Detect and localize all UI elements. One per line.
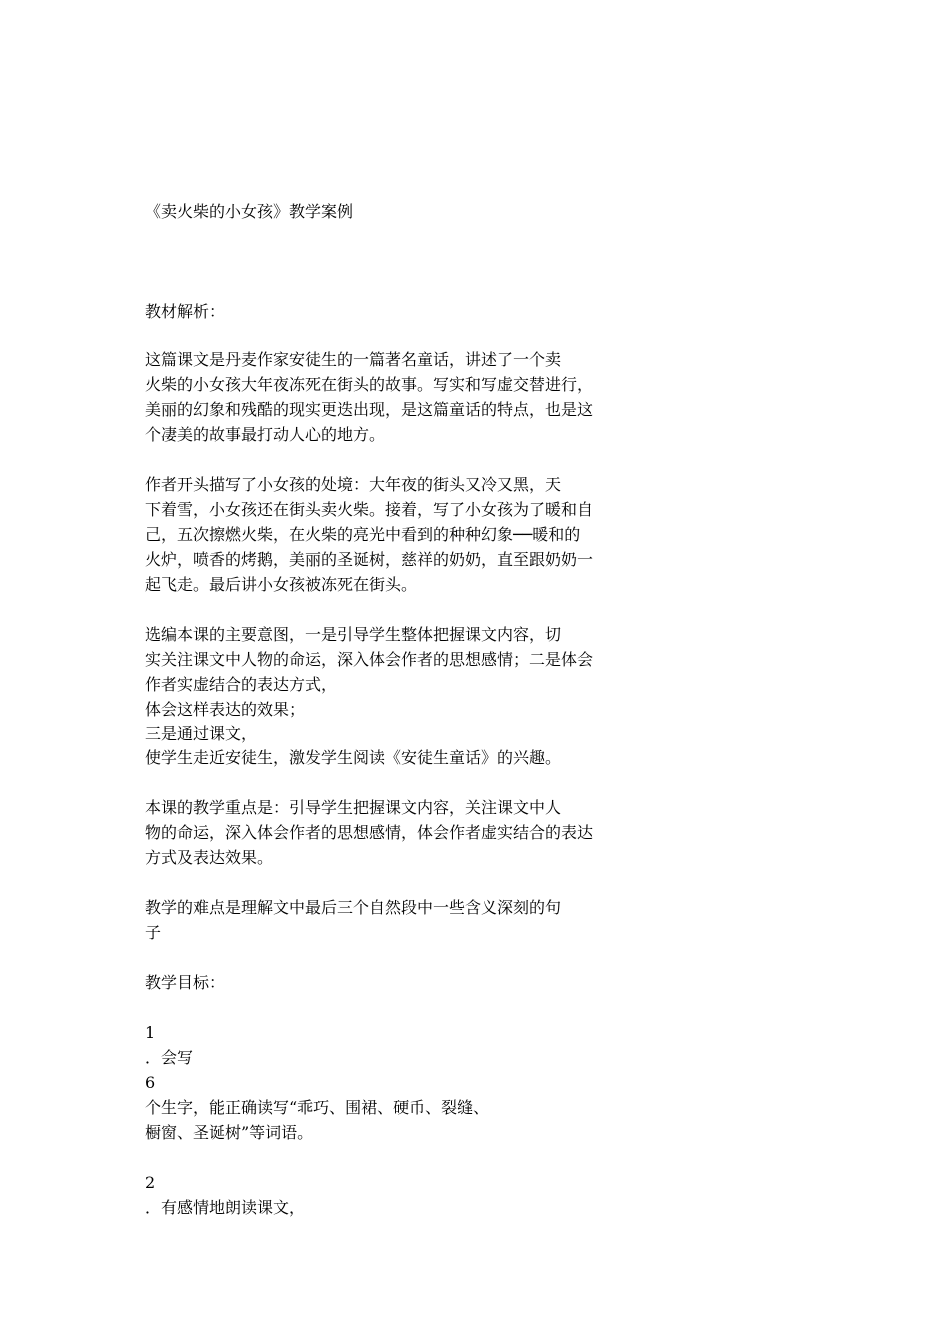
section-heading-materials: 教材解析： (145, 302, 226, 321)
list-number: 2 (145, 1173, 156, 1192)
list-item-text: ．会写 (145, 1048, 194, 1067)
paragraph-line: 下着雪，小女孩还在街头卖火柴。接着，写了小女孩为了暖和自 (145, 500, 594, 519)
paragraph-line: 作者实虚结合的表达方式， (145, 675, 338, 694)
paragraph-line: 教学的难点是理解文中最后三个自然段中一些含义深刻的句 (145, 898, 562, 917)
paragraph-line: 火炉，喷香的烤鹅，美丽的圣诞树，慈祥的奶奶，直至跟奶奶一 (145, 550, 594, 569)
section-heading-objectives: 教学目标： (145, 973, 226, 992)
paragraph-line: 使学生走近安徒生，激发学生阅读《安徒生童话》的兴趣。 (145, 748, 562, 767)
list-item-text: 6 (145, 1073, 156, 1092)
paragraph-line: 起飞走。最后讲小女孩被冻死在街头。 (145, 575, 418, 594)
document-title: 《卖火柴的小女孩》教学案例 (145, 202, 354, 221)
paragraph-line: 这篇课文是丹麦作家安徒生的一篇著名童话，讲述了一个卖 (145, 350, 562, 369)
paragraph-line: 体会这样表达的效果； (145, 700, 306, 719)
list-item-text: ．有感情地朗读课文， (145, 1198, 306, 1217)
paragraph-line: 己，五次擦燃火柴，在火柴的亮光中看到的种种幻象──暖和的 (145, 525, 581, 544)
paragraph-line: 三是通过课文， (145, 724, 258, 743)
list-item-text: 橱窗、圣诞树”等词语。 (145, 1123, 314, 1142)
paragraph-line: 子 (145, 923, 162, 942)
paragraph-line: 方式及表达效果。 (145, 848, 274, 867)
paragraph-line: 物的命运，深入体会作者的思想感情，体会作者虚实结合的表达 (145, 823, 594, 842)
paragraph-line: 本课的教学重点是：引导学生把握课文内容，关注课文中人 (145, 798, 562, 817)
paragraph-line: 选编本课的主要意图，一是引导学生整体把握课文内容，切 (145, 625, 562, 644)
list-number: 1 (145, 1023, 156, 1042)
paragraph-line: 火柴的小女孩大年夜冻死在街头的故事。写实和写虚交替进行， (145, 375, 594, 394)
paragraph-line: 实关注课文中人物的命运，深入体会作者的思想感情；二是体会 (145, 650, 594, 669)
paragraph-line: 作者开头描写了小女孩的处境：大年夜的街头又冷又黑，天 (145, 475, 562, 494)
list-item-text: 个生字，能正确读写“乖巧、围裙、硬币、裂缝、 (145, 1098, 490, 1117)
paragraph-line: 个凄美的故事最打动人心的地方。 (145, 425, 386, 444)
paragraph-line: 美丽的幻象和残酷的现实更迭出现，是这篇童话的特点，也是这 (145, 400, 594, 419)
